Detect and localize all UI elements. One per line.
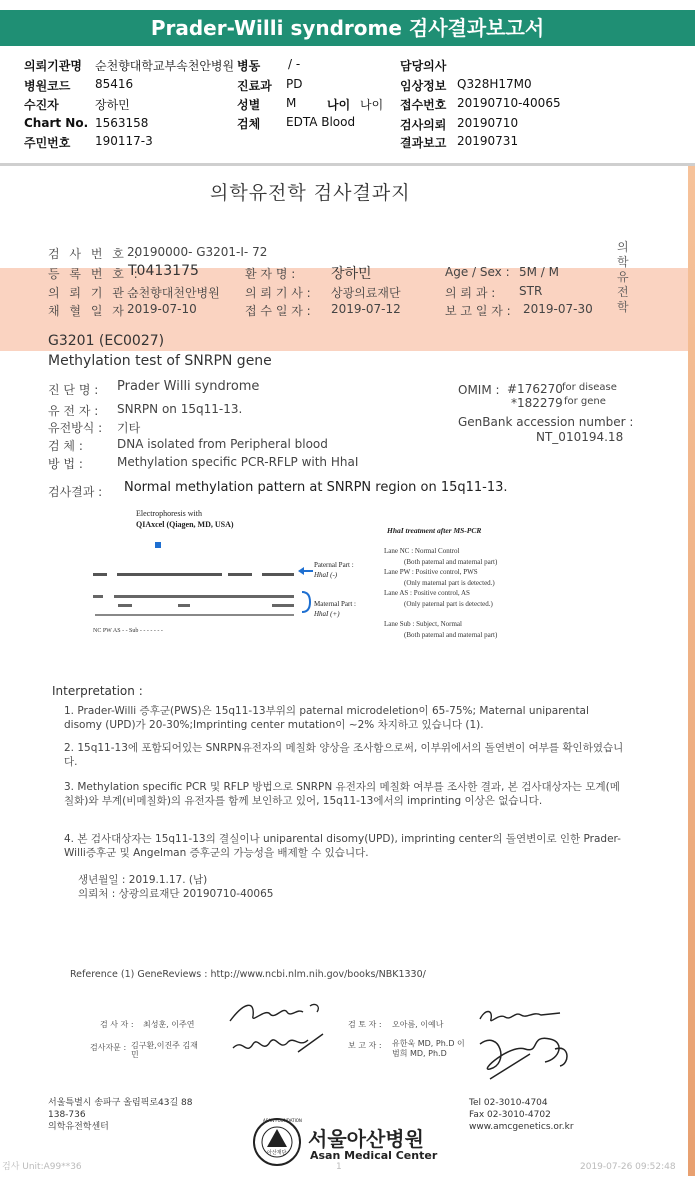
hospital-name-kr: 서울아산병원 <box>308 1127 424 1151</box>
interpretation-item-4: 4. 본 검사대상자는 15q11-13의 결실이나 uniparental disomy(UPD), imprinting center의 돌연변이로 인한 Prader-Willi증후군 및 Angelman 증후군의 가능성을 배제할 수 있습니다. <box>64 833 621 859</box>
specimen-value: EDTA Blood <box>286 115 356 129</box>
arrow-left-icon <box>298 567 314 575</box>
request-line: 의뢰처 : 상광의료재단 20190710-40065 <box>78 888 274 900</box>
inheritance-value: 기타 <box>117 421 141 435</box>
electro-title-2: QIAxcel (Qiagen, MD, USA) <box>136 520 234 529</box>
genbank-value: NT_010194.18 <box>536 430 624 444</box>
lane-legend <box>384 546 497 640</box>
age-value: 나이 <box>360 98 384 112</box>
ref-lab-value: 상광의료재단 <box>331 286 401 300</box>
reg-no-label: 등 록 번 호 : <box>48 267 141 281</box>
age-sex-value: 5M / M <box>519 265 560 279</box>
dept-label: 진료과 <box>237 79 272 93</box>
preparer-label: 검사자문 : <box>90 1043 127 1052</box>
method-value: Methylation specific PCR-RFLP with HhaI <box>117 455 359 469</box>
gene-value: SNRPN on 15q11-13. <box>117 402 243 416</box>
doc-side-label: 의학유전학 <box>617 240 629 314</box>
omim1-note: for disease <box>562 382 617 393</box>
ward-value: / - <box>288 57 301 71</box>
website: www.amcgenetics.or.kr <box>469 1122 574 1132</box>
legend-line: (Only maternal part is detected.) <box>404 578 495 587</box>
legend-line: (Only paternal part is detected.) <box>404 599 493 608</box>
interpretation-item-2: 2. 15q11-13에 포함되어있는 SNRPN유전자의 메칠화 양상을 조사함으로써, 이부위에서의 돌연변이 여부를 확인하였습니다. <box>64 742 624 768</box>
doctor-label: 담당의사 <box>400 59 447 73</box>
requester-value: 순천향대천안병원 <box>127 286 220 300</box>
paternal-label-1: Paternal Part : <box>314 561 354 569</box>
clinical-info-label: 임상정보 <box>400 79 447 93</box>
paternal-label-2: HhaI (-) <box>314 571 338 579</box>
collect-label: 채 혈 일 자 <box>48 304 127 318</box>
interpretation-item-3: 3. Methylation specific PCR 및 RFLP 방법으로 SNRPN 유전자의 메칠화 여부를 조사한 결과, 본 검사대상자는 모계(메칠화)와 부계(비메칠화)의 유전자를 함께 보인하고 있어, 15q11-13에서의 imprinting 이상은 없습니다. <box>64 781 620 807</box>
receipt-no-label: 접수번호 <box>400 98 447 112</box>
gel-image <box>88 548 300 638</box>
report-title: Prader-Willi syndrome 검사결과보고서 <box>0 10 695 46</box>
chart-label: Chart No. <box>24 116 89 130</box>
patient-label: 수진자 <box>24 98 59 112</box>
hospital-name-en: Asan Medical Center <box>310 1149 438 1162</box>
address-1: 서울특별시 송파구 올림픽로43길 88 <box>48 1098 193 1108</box>
lane-labels: NC PW AS - - Sub - - - - - - - <box>93 628 163 634</box>
tester-label: 검 사 자 : <box>100 1020 134 1029</box>
test-name: Methylation test of SNRPN gene <box>48 353 272 369</box>
tester-value: 최성훈, 이주연 <box>143 1020 195 1029</box>
tel: Tel 02-3010-4704 <box>469 1098 548 1108</box>
method-label: 방 법 : <box>48 457 83 471</box>
footer-timestamp: 2019-07-26 09:52:48 <box>580 1162 676 1172</box>
dept-value: PD <box>286 77 303 91</box>
genbank-label: GenBank accession number : <box>458 415 634 429</box>
result-label: 검사결과 : <box>48 485 103 499</box>
omim2-note: for gene <box>564 396 606 407</box>
test-code: G3201 (EC0027) <box>48 333 165 349</box>
patient-name-value: 장하민 <box>331 266 372 282</box>
ref-dept-value: STR <box>519 284 543 298</box>
interpretation-item-1: 1. Prader-Willi 증후군(PWS)은 15q11-13부위의 paternal microdeletion이 65-75%; Maternal uniparental disomy (UPD)가 20-30%;Imprinting center mutation이 ~2% 차지하고 있습니다 (1). <box>64 705 589 731</box>
patient-value: 장하민 <box>95 98 130 112</box>
omim2-value: *182279 <box>511 396 563 410</box>
requester-label: 의 뢰 기 관 : <box>48 286 141 300</box>
specimen-doc-label: 검 체 : <box>48 439 83 453</box>
legend-line: (Both paternal and maternal part) <box>404 557 498 566</box>
legend-line: Lane AS : Positive control, AS <box>384 589 470 597</box>
asan-foundation-logo <box>252 1117 302 1167</box>
age-sex-label: Age / Sex : <box>445 265 510 279</box>
hospital-code-value: 85416 <box>95 77 134 91</box>
legend-line: Lane Sub : Subject, Normal <box>384 620 462 628</box>
sex-value: M <box>286 96 297 110</box>
legend-line: Lane PW : Positive control, PWS <box>384 568 478 576</box>
report-value: 2019-07-30 <box>523 302 593 316</box>
footer-page: 1 <box>336 1162 342 1172</box>
address-3: 의학유전학센터 <box>48 1122 109 1132</box>
report-label: 보 고 일 자 : <box>445 304 511 318</box>
report-date-label: 결과보고 <box>400 136 447 150</box>
logo-ring-text: ASAN FOUNDATION <box>263 1118 302 1123</box>
institution-value: 순천향대학교부속천안병원 <box>95 59 235 73</box>
ref-lab-label: 의 뢰 기 사 : <box>245 286 311 300</box>
diagnosis-value: Prader Willi syndrome <box>117 379 260 394</box>
birth-line: 생년월일 : 2019.1.17. (남) <box>78 874 208 886</box>
reviewer-label: 검 토 자 : <box>348 1020 382 1029</box>
collect-value: 2019-07-10 <box>127 302 197 316</box>
legend-line: (Both paternal and maternal part) <box>404 630 498 639</box>
ward-label: 병동 <box>237 59 261 73</box>
institution-label: 의뢰기관명 <box>24 59 82 73</box>
reference-line: Reference (1) GeneReviews : http://www.ncbi.nlm.nih.gov/books/NBK1330/ <box>70 969 426 980</box>
result-value: Normal methylation pattern at SNRPN region on 15q11-13. <box>124 480 508 495</box>
maternal-label-2: HhaI (+) <box>314 610 340 618</box>
legend-title: HhaI treatment after MS-PCR <box>387 526 482 535</box>
interpretation-label: Interpretation : <box>52 684 143 698</box>
omim1-value: #176270 <box>507 382 563 396</box>
test-no-value: 20190000- G3201-I- 72 <box>127 245 268 259</box>
footer-unit: 검사 Unit:A99**36 <box>2 1162 82 1172</box>
maternal-label-1: Maternal Part : <box>314 600 356 608</box>
ref-dept-label: 의 뢰 과 : <box>445 286 496 300</box>
request-date-label: 검사의뢰 <box>400 118 447 132</box>
receive-label: 접 수 일 자 : <box>245 304 311 318</box>
id-value: 190117-3 <box>95 134 153 148</box>
logo-center-text: 아산재단 <box>267 1150 287 1156</box>
tester-signature <box>225 996 325 1028</box>
right-edge-strip <box>688 166 695 1176</box>
legend-line: Lane NC : Normal Control <box>384 547 460 555</box>
address-2: 138-736 <box>48 1110 86 1120</box>
test-no-label: 검 사 번 호 : <box>48 247 141 261</box>
fax: Fax 02-3010-4702 <box>469 1110 551 1120</box>
specimen-doc-value: DNA isolated from Peripheral blood <box>117 437 328 451</box>
chart-value: 1563158 <box>95 116 149 130</box>
preparer-signature <box>228 1030 328 1060</box>
reg-no-value: T0413175 <box>128 263 199 279</box>
id-label: 주민번호 <box>24 136 71 150</box>
reporter-label: 보 고 자 : <box>348 1041 382 1050</box>
doc-title: 의학유전학 검사결과지 <box>210 182 411 204</box>
receipt-no-value: 20190710-40065 <box>457 96 561 110</box>
patient-name-label: 환 자 명 : <box>245 267 296 281</box>
request-date-value: 20190710 <box>457 116 519 130</box>
diagnosis-label: 진 단 명 : <box>48 383 99 397</box>
reviewer-value: 오아름, 이예나 <box>392 1020 444 1029</box>
preparer-value: 김구환,이진주 김재민 <box>131 1041 198 1059</box>
omim-label: OMIM : <box>458 383 500 397</box>
clinical-info-value: Q328H17M0 <box>457 77 532 91</box>
hospital-code-label: 병원코드 <box>24 79 71 93</box>
specimen-label: 검체 <box>237 117 261 131</box>
inheritance-label: 유전방식 : <box>48 421 103 435</box>
bracket-icon <box>300 590 314 616</box>
gene-label: 유 전 자 : <box>48 404 99 418</box>
reporter-value: 유한욱 MD, Ph.D 이범희 MD, Ph.D <box>392 1039 465 1058</box>
report-date-value: 20190731 <box>457 134 519 148</box>
receive-value: 2019-07-12 <box>331 302 401 316</box>
reporter-signature <box>470 1024 580 1084</box>
age-label: 나이 <box>327 98 351 112</box>
electro-title-1: Electrophoresis with <box>136 509 202 518</box>
sex-label: 성별 <box>237 98 261 112</box>
